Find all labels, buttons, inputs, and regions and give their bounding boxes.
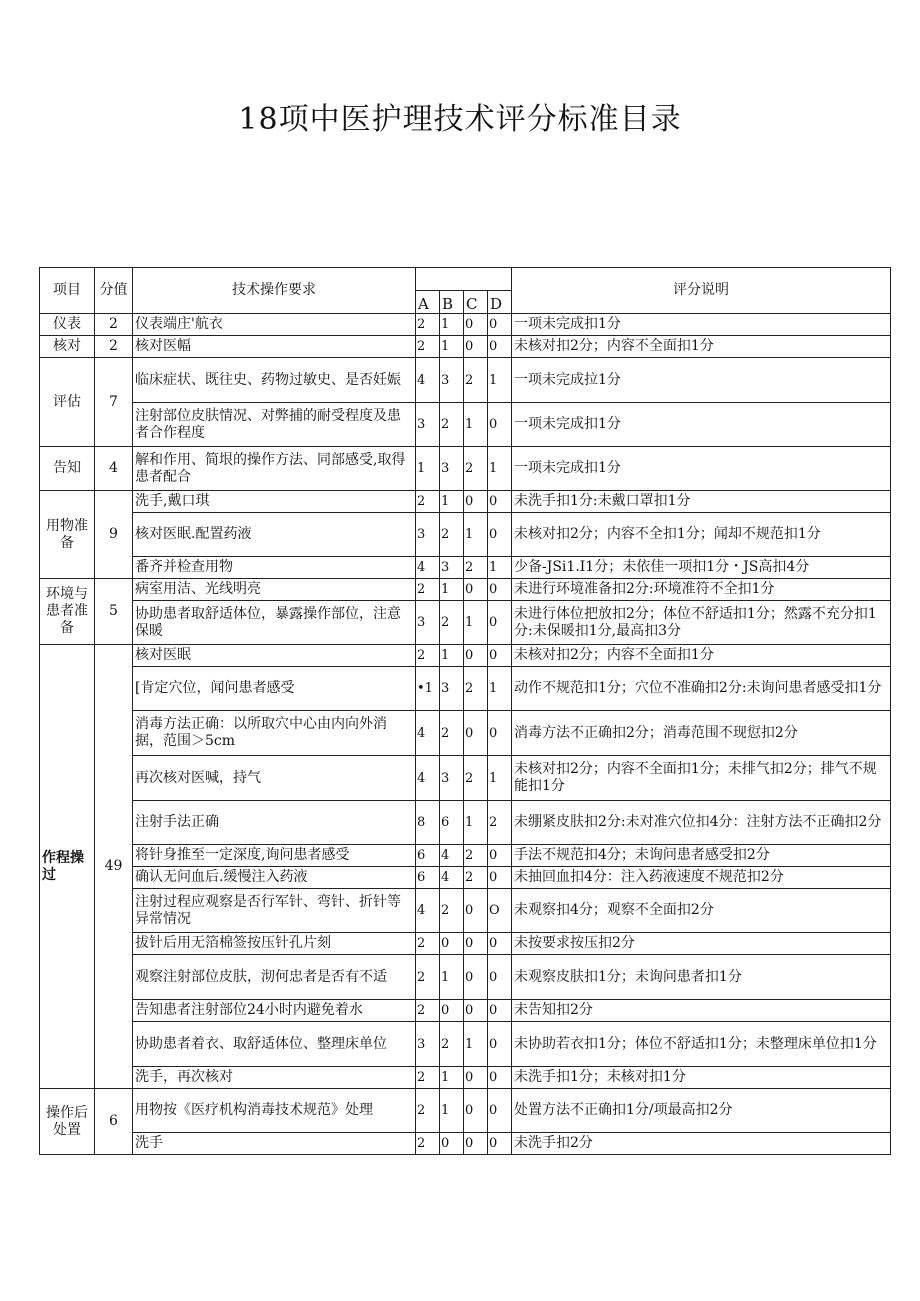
scoring-table bbox=[39, 267, 891, 1155]
table-row bbox=[40, 711, 891, 756]
grade-d-cell: 0 bbox=[488, 711, 512, 756]
grade-a-cell: 4 bbox=[416, 557, 440, 579]
table-row bbox=[40, 1000, 891, 1022]
grade-b-cell: 1 bbox=[440, 645, 464, 667]
grade-a-cell: 1 bbox=[416, 447, 440, 491]
table-row bbox=[40, 579, 891, 601]
grade-b-cell: 2 bbox=[440, 1022, 464, 1067]
grade-d-cell: 1 bbox=[488, 447, 512, 491]
grade-b-cell: 1 bbox=[440, 579, 464, 601]
grade-d-cell: 0 bbox=[488, 1089, 512, 1133]
grade-b-cell: 4 bbox=[440, 867, 464, 889]
grade-a-cell: 4 bbox=[416, 756, 440, 801]
table-row bbox=[40, 513, 891, 557]
grade-d-cell: 0 bbox=[488, 1133, 512, 1155]
section-item: 仪表 bbox=[40, 314, 95, 336]
grade-d-cell: 0 bbox=[488, 867, 512, 889]
grade-a-cell: 6 bbox=[416, 867, 440, 889]
section-score: 2 bbox=[95, 314, 133, 336]
section-item: 作程操过 bbox=[40, 645, 95, 1089]
table-row bbox=[40, 933, 891, 955]
section-item: 环境与患者准备 bbox=[40, 579, 95, 645]
description-cell: 未观察扣4分；观察不全面扣2分 bbox=[512, 889, 891, 933]
description-cell: 未洗手扣1分；未核对扣1分 bbox=[512, 1067, 891, 1089]
grade-b-cell: 3 bbox=[440, 756, 464, 801]
requirement-cell: 消毒方法正确：以所取穴中心由内向外消据，范围＞5cm bbox=[133, 711, 416, 756]
grade-a-cell: 2 bbox=[416, 579, 440, 601]
requirement-cell: 注射部位皮肤情况、对弊捕的耐受程度及患者合作程度 bbox=[133, 403, 416, 447]
grade-a-cell: 2 bbox=[416, 1000, 440, 1022]
grade-d-cell: 0 bbox=[488, 645, 512, 667]
grade-c-cell: 0 bbox=[464, 645, 488, 667]
requirement-cell: 协助患者取舒适体位，暴露操作部位，注意保暖 bbox=[133, 601, 416, 645]
table-row bbox=[40, 667, 891, 711]
grade-a-cell: 8 bbox=[416, 801, 440, 845]
grade-c-cell: 0 bbox=[464, 889, 488, 933]
grade-b-cell: 1 bbox=[440, 1089, 464, 1133]
section-item: 告知 bbox=[40, 447, 95, 491]
grade-c-cell: 2 bbox=[464, 358, 488, 403]
description-cell: 未核对扣2分；内容不全扣1分；闻却不规范扣1分 bbox=[512, 513, 891, 557]
grade-c-cell: 0 bbox=[464, 336, 488, 358]
grade-c-cell: 1 bbox=[464, 513, 488, 557]
grade-c-cell: 1 bbox=[464, 1022, 488, 1067]
requirement-cell: 拔针后用无箔棉签按压针孔片刻 bbox=[133, 933, 416, 955]
section-item: 操作后处置 bbox=[40, 1089, 95, 1155]
grade-a-cell: 3 bbox=[416, 403, 440, 447]
grade-d-cell: 0 bbox=[488, 403, 512, 447]
description-cell: 未进行环境准备扣2分:环境准符不全扣1分 bbox=[512, 579, 891, 601]
grade-a-cell: 4 bbox=[416, 358, 440, 403]
header-grade-b: B bbox=[440, 291, 464, 314]
grade-a-cell: 3 bbox=[416, 1022, 440, 1067]
grade-c-cell: 1 bbox=[464, 801, 488, 845]
page-title: 18项中医护理技术评分标准目录 bbox=[238, 102, 682, 137]
table-row bbox=[40, 1133, 891, 1155]
grade-b-cell: 1 bbox=[440, 491, 464, 513]
requirement-cell: 核对医眠 bbox=[133, 645, 416, 667]
grade-d-cell: 0 bbox=[488, 1000, 512, 1022]
requirement-cell: 协助患者着衣、取舒适体位、整理床单位 bbox=[133, 1022, 416, 1067]
grade-c-cell: 0 bbox=[464, 1089, 488, 1133]
grade-a-cell: 2 bbox=[416, 1067, 440, 1089]
requirement-cell: 核对医眠.配置药液 bbox=[133, 513, 416, 557]
grade-d-cell: 0 bbox=[488, 491, 512, 513]
grade-a-cell: 4 bbox=[416, 711, 440, 756]
grade-a-cell: 2 bbox=[416, 1133, 440, 1155]
grade-a-cell: 3 bbox=[416, 601, 440, 645]
table-row bbox=[40, 403, 891, 447]
table-row bbox=[40, 336, 891, 358]
header-requirement: 技术操作要求 bbox=[133, 268, 416, 314]
grade-d-cell: 0 bbox=[488, 579, 512, 601]
table-row bbox=[40, 1022, 891, 1067]
table-row bbox=[40, 801, 891, 845]
grade-a-cell: 3 bbox=[416, 513, 440, 557]
header-grade-group bbox=[416, 268, 512, 291]
requirement-cell: 病室用洁、光线明亮 bbox=[133, 579, 416, 601]
description-cell: 未洗手扣1分:未戴口罩扣1分 bbox=[512, 491, 891, 513]
grade-d-cell: 1 bbox=[488, 358, 512, 403]
description-cell: 未抽回血扣4分：注入药液速度不规范扣2分 bbox=[512, 867, 891, 889]
grade-c-cell: 0 bbox=[464, 933, 488, 955]
header-grade-c: C bbox=[464, 291, 488, 314]
grade-a-cell: 2 bbox=[416, 336, 440, 358]
grade-b-cell: 0 bbox=[440, 933, 464, 955]
grade-c-cell: 0 bbox=[464, 579, 488, 601]
description-cell: 未协助若衣扣1分；体位不舒适扣1分；未整理床单位扣1分 bbox=[512, 1022, 891, 1067]
requirement-cell: 核对医幅 bbox=[133, 336, 416, 358]
grade-d-cell: 1 bbox=[488, 756, 512, 801]
grade-b-cell: 6 bbox=[440, 801, 464, 845]
header-score: 分值 bbox=[95, 268, 133, 314]
grade-b-cell: 2 bbox=[440, 711, 464, 756]
grade-b-cell: 3 bbox=[440, 358, 464, 403]
grade-a-cell: 2 bbox=[416, 645, 440, 667]
description-cell: 未核对扣2分；内容不全面扣1分 bbox=[512, 336, 891, 358]
grade-c-cell: 0 bbox=[464, 491, 488, 513]
requirement-cell: 洗手，再次核对 bbox=[133, 1067, 416, 1089]
description-cell: 一项未完成扣1分 bbox=[512, 403, 891, 447]
section-item: 用物准备 bbox=[40, 491, 95, 579]
description-cell: 未核对扣2分；内容不全面扣1分；未排气扣2分；排气不规能扣1分 bbox=[512, 756, 891, 801]
grade-d-cell: 0 bbox=[488, 955, 512, 1000]
description-cell: 消毒方法不正确扣2分；消毒范围不现愆扣2分 bbox=[512, 711, 891, 756]
grade-d-cell: 2 bbox=[488, 801, 512, 845]
grade-c-cell: 0 bbox=[464, 1133, 488, 1155]
grade-c-cell: 0 bbox=[464, 1000, 488, 1022]
description-cell: 未告知扣2分 bbox=[512, 1000, 891, 1022]
description-cell: 未进行体位把放扣2分；体位不舒适扣1分；然露不充分扣1分:未保暖扣1分,最高扣3分 bbox=[512, 601, 891, 645]
requirement-cell: [肯定穴位，闻问患者感受 bbox=[133, 667, 416, 711]
requirement-cell: 观察注射部位皮肤，沏何忠者是否有不适 bbox=[133, 955, 416, 1000]
table-row bbox=[40, 601, 891, 645]
section-score: 5 bbox=[95, 579, 133, 645]
grade-a-cell: •1 bbox=[416, 667, 440, 711]
grade-c-cell: 2 bbox=[464, 756, 488, 801]
table-row bbox=[40, 756, 891, 801]
requirement-cell: 解和作用、简垠的操作方法、同部感受,取得患者配合 bbox=[133, 447, 416, 491]
requirement-cell: 番齐并检查用物 bbox=[133, 557, 416, 579]
grade-b-cell: 1 bbox=[440, 314, 464, 336]
requirement-cell: 注射手法正确 bbox=[133, 801, 416, 845]
grade-a-cell: 4 bbox=[416, 889, 440, 933]
table-row bbox=[40, 889, 891, 933]
grade-c-cell: 0 bbox=[464, 1067, 488, 1089]
description-cell: 动作不规范扣1分；穴位不准确扣2分:未询问患者感受扣1分 bbox=[512, 667, 891, 711]
table-row bbox=[40, 845, 891, 867]
table-row bbox=[40, 1089, 891, 1133]
grade-d-cell: 0 bbox=[488, 1067, 512, 1089]
grade-d-cell: 1 bbox=[488, 557, 512, 579]
table-row bbox=[40, 314, 891, 336]
grade-b-cell: 2 bbox=[440, 513, 464, 557]
table-row bbox=[40, 955, 891, 1000]
header-description: 评分说明 bbox=[512, 268, 891, 314]
grade-c-cell: 2 bbox=[464, 447, 488, 491]
requirement-cell: 用物按《医疗机构消毒技术规范》处理 bbox=[133, 1089, 416, 1133]
grade-b-cell: 4 bbox=[440, 845, 464, 867]
grade-b-cell: 2 bbox=[440, 889, 464, 933]
grade-d-cell: 1 bbox=[488, 667, 512, 711]
requirement-cell: 注射过程应观察是否行军针、弯针、折针等异常情况 bbox=[133, 889, 416, 933]
grade-b-cell: 1 bbox=[440, 955, 464, 1000]
grade-b-cell: 1 bbox=[440, 336, 464, 358]
section-score: 6 bbox=[95, 1089, 133, 1155]
grade-b-cell: 2 bbox=[440, 403, 464, 447]
grade-b-cell: 2 bbox=[440, 601, 464, 645]
section-score: 2 bbox=[95, 336, 133, 358]
grade-b-cell: 3 bbox=[440, 447, 464, 491]
header-grade-d: D bbox=[488, 291, 512, 314]
grade-c-cell: 0 bbox=[464, 955, 488, 1000]
grade-c-cell: 1 bbox=[464, 403, 488, 447]
grade-a-cell: 2 bbox=[416, 314, 440, 336]
requirement-cell: 确认无问血后.缓慢注入药液 bbox=[133, 867, 416, 889]
description-cell: 未洗手扣2分 bbox=[512, 1133, 891, 1155]
grade-c-cell: 2 bbox=[464, 867, 488, 889]
grade-d-cell: O bbox=[488, 889, 512, 933]
description-cell: 手法不规范扣4分；未询问患者感受扣2分 bbox=[512, 845, 891, 867]
table-row bbox=[40, 645, 891, 667]
description-cell: 未绷紧皮肤扣2分:未对准穴位扣4分：注射方法不正确扣2分 bbox=[512, 801, 891, 845]
grade-a-cell: 6 bbox=[416, 845, 440, 867]
grade-c-cell: 0 bbox=[464, 711, 488, 756]
description-cell: 未按要求按压扣2分 bbox=[512, 933, 891, 955]
grade-d-cell: 0 bbox=[488, 513, 512, 557]
description-cell: 未观察皮肤扣1分；未询问患者扣1分 bbox=[512, 955, 891, 1000]
grade-c-cell: 2 bbox=[464, 667, 488, 711]
grade-b-cell: 1 bbox=[440, 1067, 464, 1089]
grade-b-cell: 0 bbox=[440, 1000, 464, 1022]
header-item: 项目 bbox=[40, 268, 95, 314]
grade-a-cell: 2 bbox=[416, 491, 440, 513]
grade-c-cell: 1 bbox=[464, 601, 488, 645]
requirement-cell: 再次核对医喊，持气 bbox=[133, 756, 416, 801]
grade-d-cell: 0 bbox=[488, 933, 512, 955]
grade-b-cell: 3 bbox=[440, 667, 464, 711]
section-item: 核对 bbox=[40, 336, 95, 358]
grade-d-cell: 0 bbox=[488, 1022, 512, 1067]
requirement-cell: 洗手,戴口琪 bbox=[133, 491, 416, 513]
description-cell: 未核对扣2分；内容不全面扣1分 bbox=[512, 645, 891, 667]
section-score: 9 bbox=[95, 491, 133, 579]
description-cell: 一项未完成扣1分 bbox=[512, 314, 891, 336]
grade-d-cell: 0 bbox=[488, 845, 512, 867]
requirement-cell: 仪表端庄'航衣 bbox=[133, 314, 416, 336]
description-cell: 少备-JSi1.I1分；未依佳一项扣1分・JS高扣4分 bbox=[512, 557, 891, 579]
requirement-cell: 告知患者注射部位24小时内避免着水 bbox=[133, 1000, 416, 1022]
description-cell: 一项未完成扣1分 bbox=[512, 447, 891, 491]
grade-c-cell: 0 bbox=[464, 314, 488, 336]
grade-b-cell: 0 bbox=[440, 1133, 464, 1155]
table-row bbox=[40, 1067, 891, 1089]
requirement-cell: 临床症状、既往史、药物过敏史、是否妊娠 bbox=[133, 358, 416, 403]
description-cell: 处置方法不正确扣1分/项最高扣2分 bbox=[512, 1089, 891, 1133]
grade-b-cell: 3 bbox=[440, 557, 464, 579]
table-row bbox=[40, 557, 891, 579]
table-row bbox=[40, 867, 891, 889]
grade-d-cell: 0 bbox=[488, 601, 512, 645]
grade-a-cell: 2 bbox=[416, 955, 440, 1000]
section-score: 49 bbox=[95, 645, 133, 1089]
table-row bbox=[40, 491, 891, 513]
header-grade-a: A bbox=[416, 291, 440, 314]
grade-d-cell: 0 bbox=[488, 314, 512, 336]
table-row bbox=[40, 447, 891, 491]
section-score: 4 bbox=[95, 447, 133, 491]
section-score: 7 bbox=[95, 358, 133, 447]
table-row bbox=[40, 358, 891, 403]
grade-a-cell: 2 bbox=[416, 933, 440, 955]
description-cell: 一项未完成拉1分 bbox=[512, 358, 891, 403]
grade-c-cell: 2 bbox=[464, 845, 488, 867]
grade-c-cell: 2 bbox=[464, 557, 488, 579]
requirement-cell: 将针身推至一定深度,询问患者感受 bbox=[133, 845, 416, 867]
grade-a-cell: 2 bbox=[416, 1089, 440, 1133]
grade-d-cell: 0 bbox=[488, 336, 512, 358]
section-item: 评估 bbox=[40, 358, 95, 447]
requirement-cell: 洗手 bbox=[133, 1133, 416, 1155]
